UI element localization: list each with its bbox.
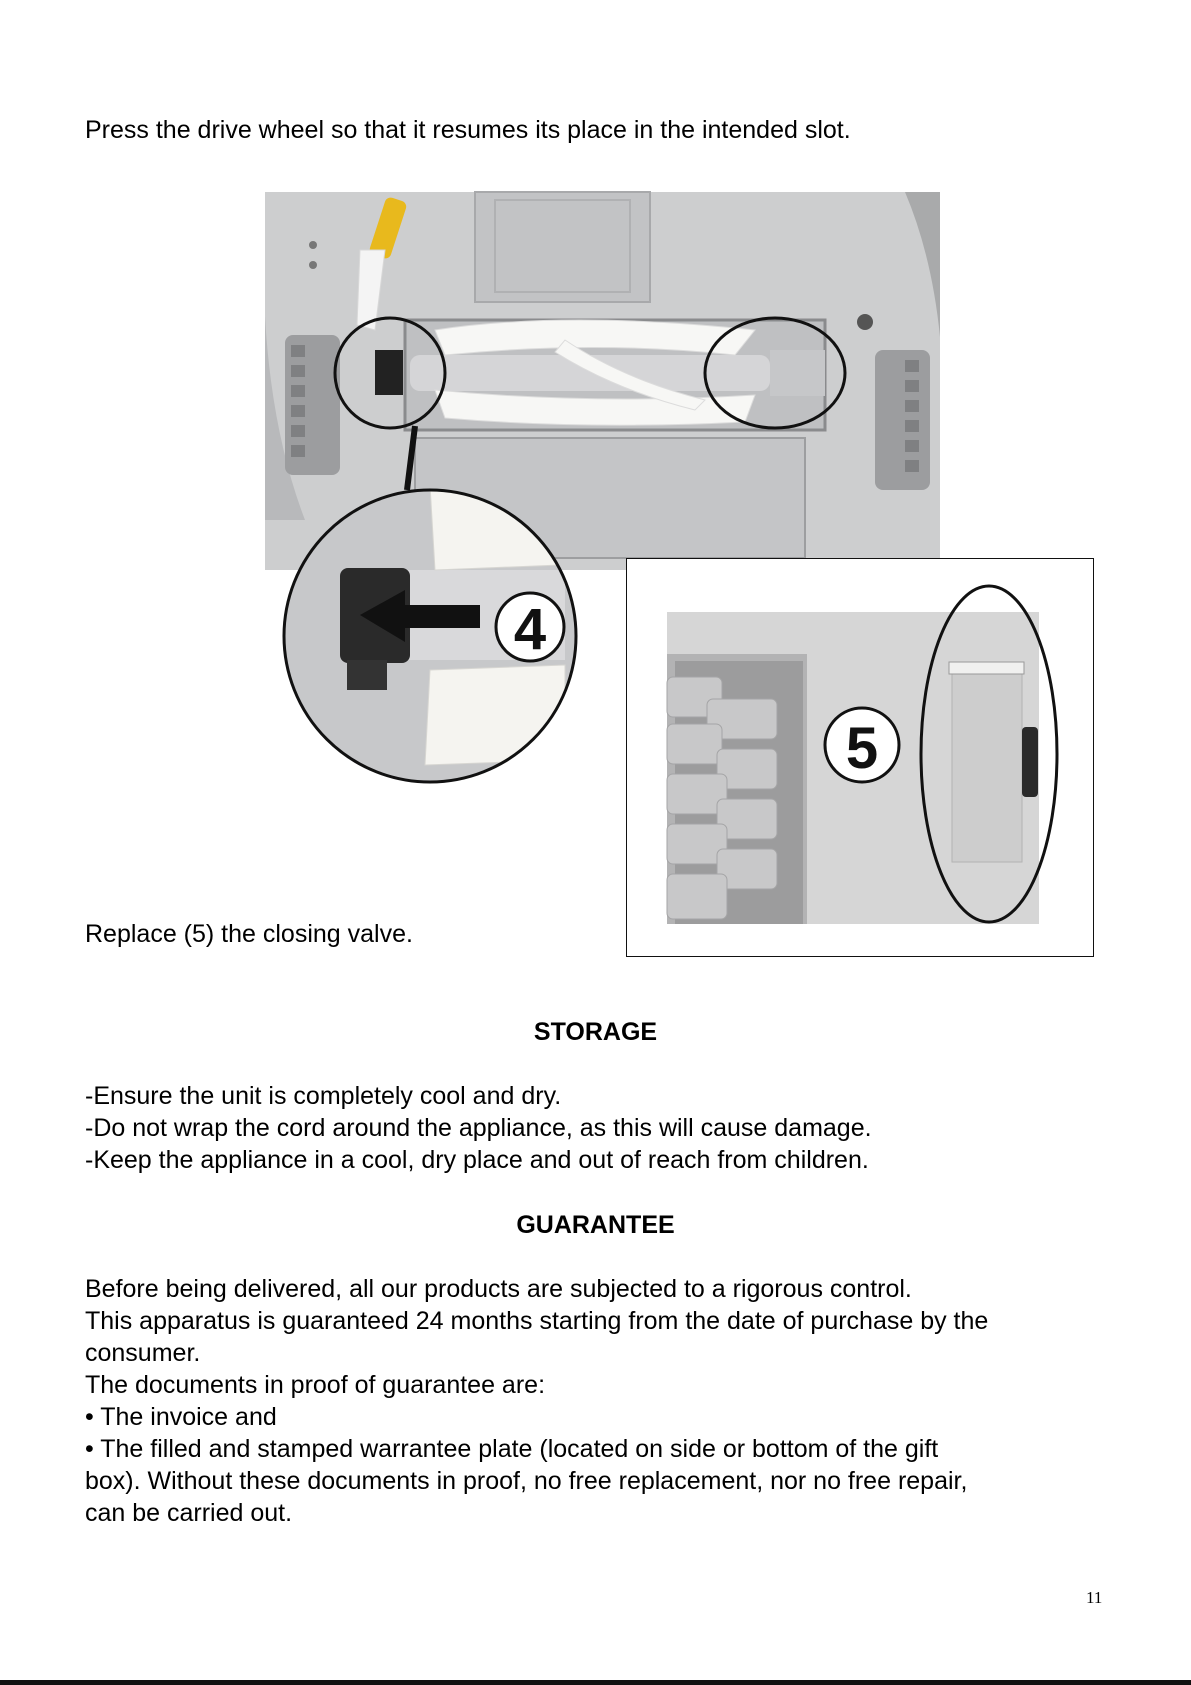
valve-photo-frame xyxy=(626,558,1094,957)
guarantee-line: • The invoice and xyxy=(85,1403,277,1431)
replace-instruction: Replace (5) the closing valve. xyxy=(85,920,413,948)
page-number: 11 xyxy=(1086,1588,1103,1607)
storage-line: -Keep the appliance in a cool, dry place and out of reach from children. xyxy=(85,1146,869,1174)
brush-label-number: 4 xyxy=(513,597,547,662)
page-bottom-border xyxy=(0,1680,1191,1685)
guarantee-line: • The filled and stamped warrantee plate (located on side or bottom of the gift xyxy=(85,1435,939,1463)
guarantee-line: consumer. xyxy=(85,1339,201,1367)
guarantee-heading: GUARANTEE xyxy=(516,1211,675,1239)
guarantee-line: can be carried out. xyxy=(85,1499,293,1527)
storage-list xyxy=(85,1080,1125,1176)
guarantee-line: box). Without these documents in proof, no free replacement, nor no free repair, xyxy=(85,1467,968,1495)
storage-line: -Do not wrap the cord around the appliance, as this will cause damage. xyxy=(85,1114,872,1142)
storage-heading: STORAGE xyxy=(533,1018,658,1046)
storage-line: -Ensure the unit is completely cool and dry. xyxy=(85,1082,562,1110)
guarantee-line: This apparatus is guaranteed 24 months starting from the date of purchase by the xyxy=(85,1307,989,1335)
guarantee-line: Before being delivered, all our products are subjected to a rigorous control. xyxy=(85,1275,912,1303)
intro-instruction: Press the drive wheel so that it resumes its place in the intended slot. xyxy=(85,116,851,144)
guarantee-text xyxy=(85,1273,1125,1529)
valve-photo xyxy=(627,559,1093,956)
valve-label-number: 5 xyxy=(845,716,879,781)
guarantee-line: The documents in proof of guarantee are: xyxy=(85,1371,546,1399)
